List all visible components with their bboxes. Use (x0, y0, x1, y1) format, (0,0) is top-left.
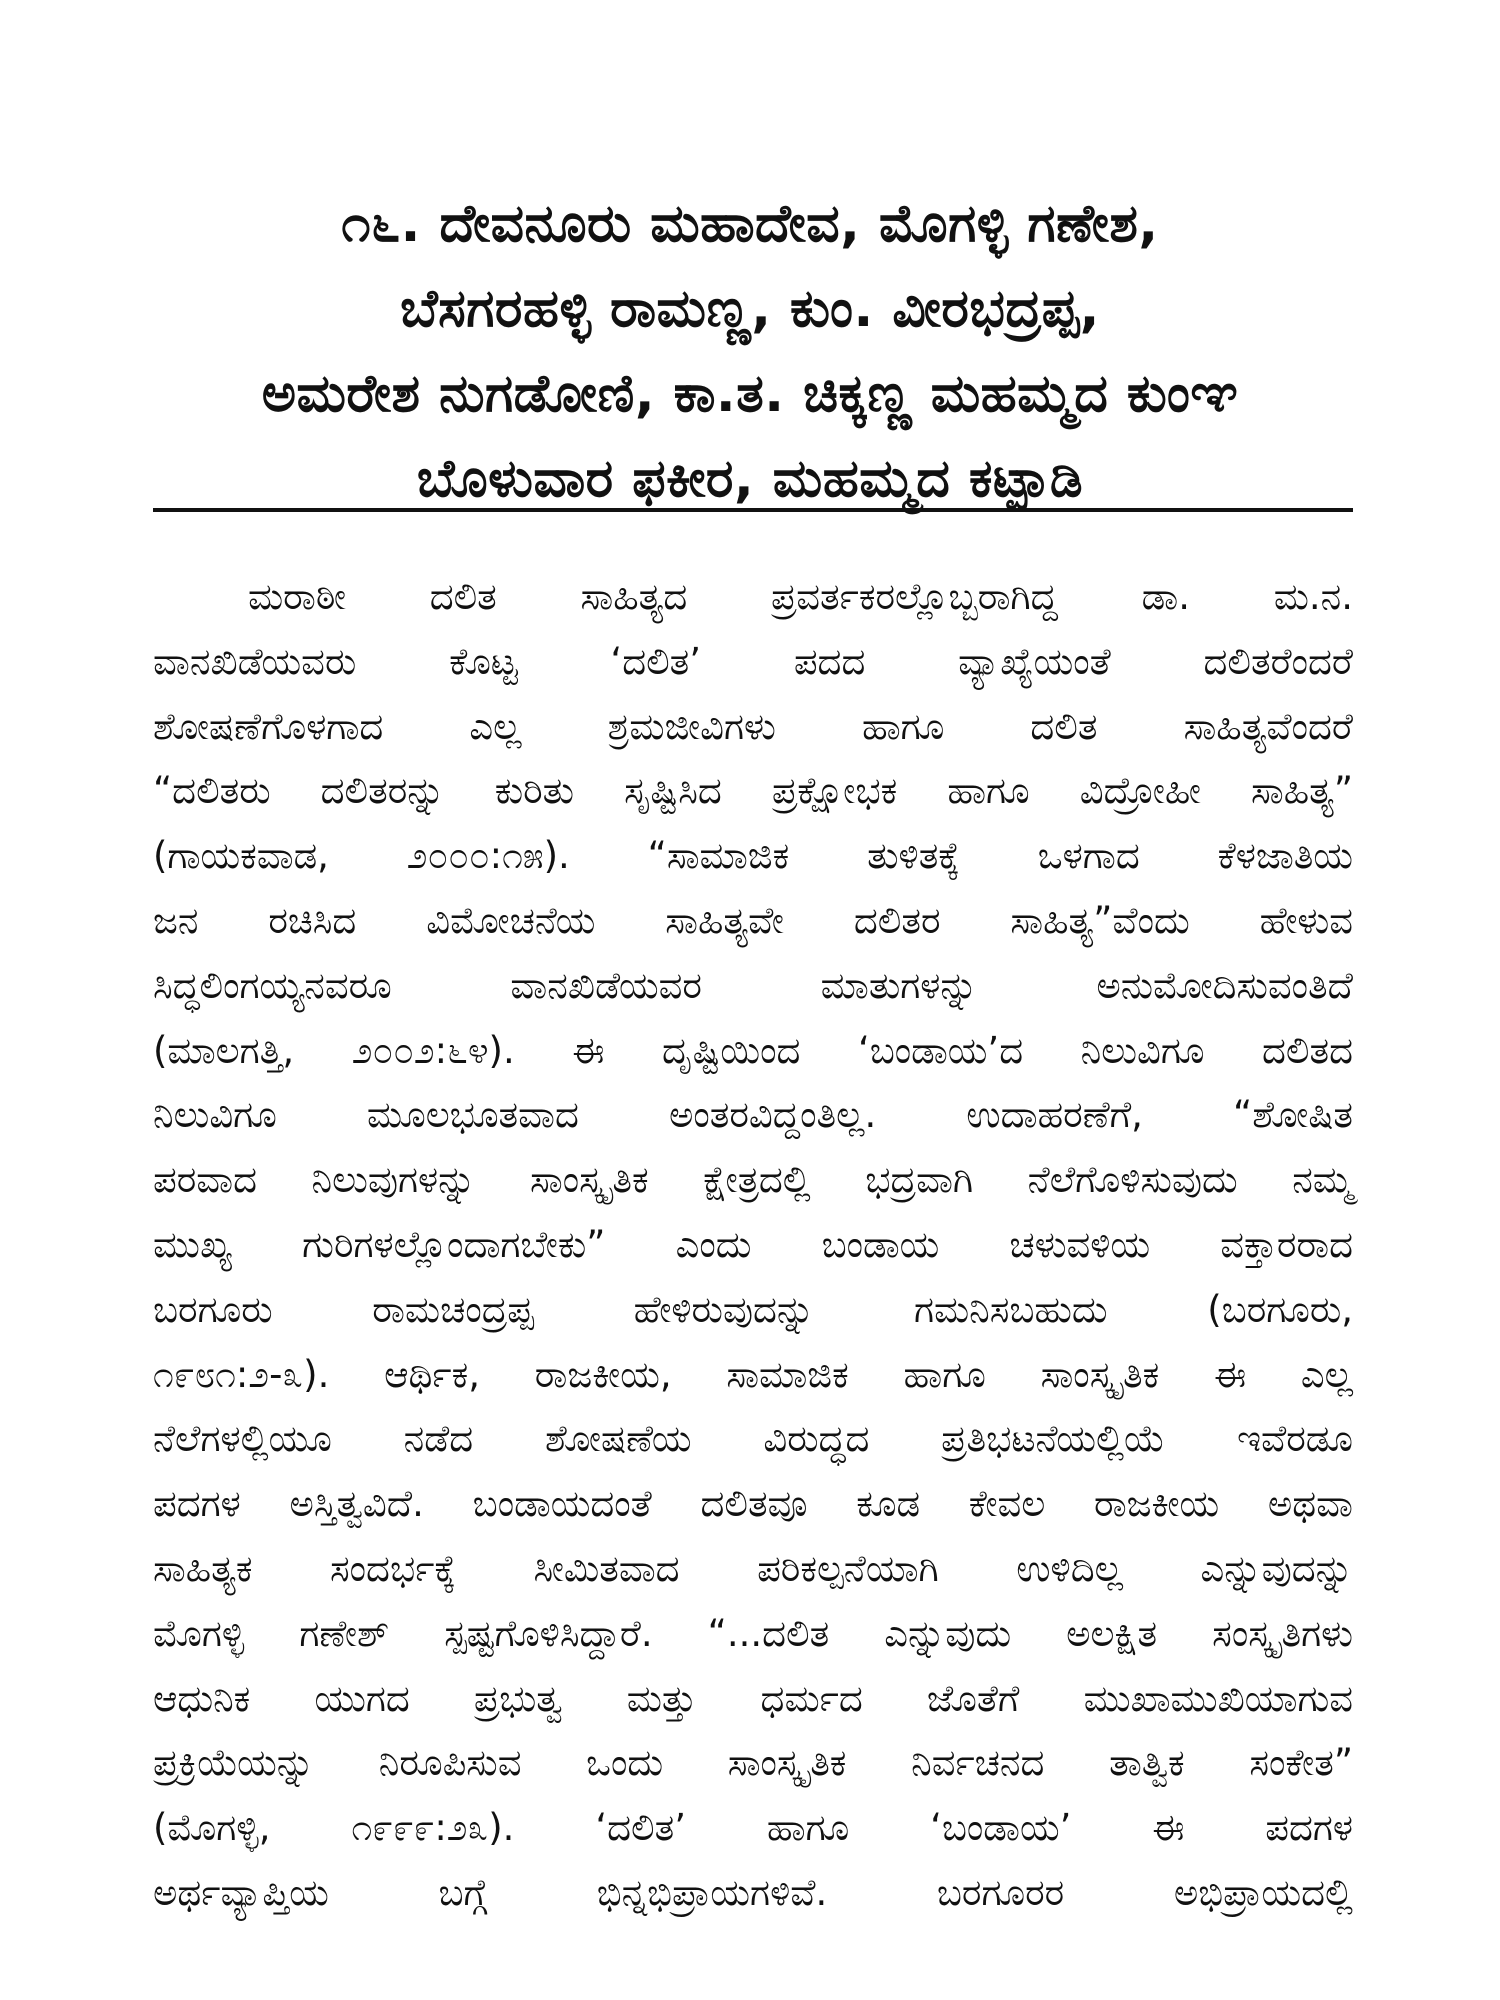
paragraph-line: ೧೯೮೧:೨-೩). ಆರ್ಥಿಕ, ರಾಜಕೀಯ, ಸಾಮಾಜಿಕ ಹಾಗೂ ಸಾಂಸ್ಕೃತಿಕ ಈ ಎಲ್ಲ (153, 1352, 1353, 1396)
paragraph-line: ಆಧುನಿಕ ಯುಗದ ಪ್ರಭುತ್ವ ಮತ್ತು ಧರ್ಮದ ಜೊತೆಗೆ ಮುಖಾಮುಖಿಯಾಗುವ (153, 1676, 1353, 1720)
paragraph-line: ಪದಗಳ ಅಸ್ತಿತ್ವವಿದೆ. ಬಂಡಾಯದಂತೆ ದಲಿತವೂ ಕೂಡ ಕೇವಲ ರಾಜಕೀಯ ಅಥವಾ (153, 1482, 1353, 1526)
paragraph-line: ಮುಖ್ಯ ಗುರಿಗಳಲ್ಲೊಂದಾಗಬೇಕು” ಎಂದು ಬಂಡಾಯ ಚಳುವಳಿಯ ವಕ್ತಾರರಾದ (153, 1222, 1353, 1266)
paragraph-line: ನಿಲುವಿಗೂ ಮೂಲಭೂತವಾದ ಅಂತರವಿದ್ದಂತಿಲ್ಲ. ಉದಾಹರಣೆಗೆ, “ಶೋಷಿತ (153, 1093, 1353, 1137)
paragraph-line: ಪ್ರಕ್ರಿಯೆಯನ್ನು ನಿರೂಪಿಸುವ ಒಂದು ಸಾಂಸ್ಕೃತಿಕ ನಿರ್ವಚನದ ತಾತ್ವಿಕ ಸಂಕೇತ” (153, 1741, 1353, 1785)
paragraph-line: ಮರಾಠೀ ದಲಿತ ಸಾಹಿತ್ಯದ ಪ್ರವರ್ತಕರಲ್ಲೊಬ್ಬರಾಗಿದ್ದ ಡಾ. ಮ.ನ. (248, 575, 1353, 618)
chapter-title-line: ಬೊಳುವಾರ ಫಕೀರ, ಮಹಮ್ಮದ ಕಟ್ಪಾಡಿ (416, 449, 1084, 509)
chapter-title (150, 182, 1350, 522)
chapter-title-line: ಬೆಸಗರಹಳ್ಳಿ ರಾಮಣ್ಣ, ಕುಂ. ವೀರಭದ್ರಪ್ಪ, (400, 279, 1100, 339)
paragraph-line: ಮೊಗಳ್ಳಿ ಗಣೇಶ್ ಸ್ಪಷ್ಟಗೊಳಿಸಿದ್ದಾರೆ. “...ದಲಿತ ಎನ್ನುವುದು ಅಲಕ್ಷಿತ ಸಂಸ್ಕೃತಿಗಳು (153, 1611, 1353, 1655)
paragraph-line: ಅರ್ಥವ್ಯಾಪ್ತಿಯ ಬಗ್ಗೆ ಭಿನ್ನಭಿಪ್ರಾಯಗಳಿವೆ. ಬರಗೂರರ ಅಭಿಪ್ರಾಯದಲ್ಲಿ (153, 1870, 1353, 1914)
paragraph-line: ವಾನಖಿಡೆಯವರು ಕೊಟ್ಟ ‘ದಲಿತ’ ಪದದ ವ್ಯಾಖ್ಯೆಯಂತೆ ದಲಿತರೆಂದರೆ (153, 639, 1353, 683)
chapter-title-line: ೧೬. ದೇವನೂರು ಮಹಾದೇವ, ಮೊಗಳ್ಳಿ ಗಣೇಶ, (341, 194, 1159, 254)
paragraph-line: ನೆಲೆಗಳಲ್ಲಿಯೂ ನಡೆದ ಶೋಷಣೆಯ ವಿರುದ್ಧದ ಪ್ರತಿಭಟನೆಯಲ್ಲಿಯೆ ಇವೆರಡೂ (153, 1417, 1353, 1461)
paragraph-line: ಬರಗೂರು ರಾಮಚಂದ್ರಪ್ಪ ಹೇಳಿರುವುದನ್ನು ಗಮನಿಸಬಹುದು (ಬರಗೂರು, (153, 1287, 1353, 1331)
paragraph-line: ಶೋಷಣೆಗೊಳಗಾದ ಎಲ್ಲ ಶ್ರಮಜೀವಿಗಳು ಹಾಗೂ ದಲಿತ ಸಾಹಿತ್ಯವೆಂದರೆ (153, 704, 1353, 748)
paragraph-line: ಸಿದ್ಧಲಿಂಗಯ್ಯನವರೂ ವಾನಖಿಡೆಯವರ ಮಾತುಗಳನ್ನು ಅನುಮೋದಿಸುವಂತಿದೆ (153, 963, 1353, 1007)
paragraph-line: ಪರವಾದ ನಿಲುವುಗಳನ್ನು ಸಾಂಸ್ಕೃತಿಕ ಕ್ಷೇತ್ರದಲ್ಲಿ ಭದ್ರವಾಗಿ ನೆಲೆಗೊಳಿಸುವುದು ನಮ್ಮ (153, 1158, 1353, 1202)
paragraph-line: “ದಲಿತರು ದಲಿತರನ್ನು ಕುರಿತು ಸೃಷ್ಟಿಸಿದ ಪ್ರಕ್ಷೋಭಕ ಹಾಗೂ ವಿದ್ರೋಹೀ ಸಾಹಿತ್ಯ” (153, 769, 1353, 813)
chapter-title-line: ಅಮರೇಶ ನುಗಡೋಣಿ, ಕಾ.ತ. ಚಿಕ್ಕಣ್ಣ ಮಹಮ್ಮದ ಕುಂಞ (261, 364, 1239, 424)
paragraph-line: ಸಾಹಿತ್ಯಕ ಸಂದರ್ಭಕ್ಕೆ ಸೀಮಿತವಾದ ಪರಿಕಲ್ಪನೆಯಾಗಿ ಉಳಿದಿಲ್ಲ ಎನ್ನುವುದನ್ನು (153, 1546, 1353, 1590)
paragraph-line: (ಮೊಗಳ್ಳಿ, ೧೯೯೯:೨೩). ‘ದಲಿತ’ ಹಾಗೂ ‘ಬಂಡಾಯ’ ಈ ಪದಗಳ (153, 1806, 1353, 1850)
paragraph-line: ಜನ ರಚಿಸಿದ ವಿಮೋಚನೆಯ ಸಾಹಿತ್ಯವೇ ದಲಿತರ ಸಾಹಿತ್ಯ”ವೆಂದು ಹೇಳುವ (153, 898, 1353, 942)
paragraph-line: (ಗಾಯಕವಾಡ, ೨೦೦೦:೧೫). “ಸಾಮಾಜಿಕ ತುಳಿತಕ್ಕೆ ಒಳಗಾದ ಕೆಳಜಾತಿಯ (153, 834, 1353, 878)
title-divider (153, 508, 1353, 512)
paragraph-line: (ಮಾಲಗತ್ತಿ, ೨೦೦೨:೬೪). ಈ ದೃಷ್ಟಿಯಿಂದ ‘ಬಂಡಾಯ’ದ ನಿಲುವಿಗೂ ದಲಿತದ (153, 1028, 1353, 1072)
body-paragraph (153, 565, 1353, 1926)
